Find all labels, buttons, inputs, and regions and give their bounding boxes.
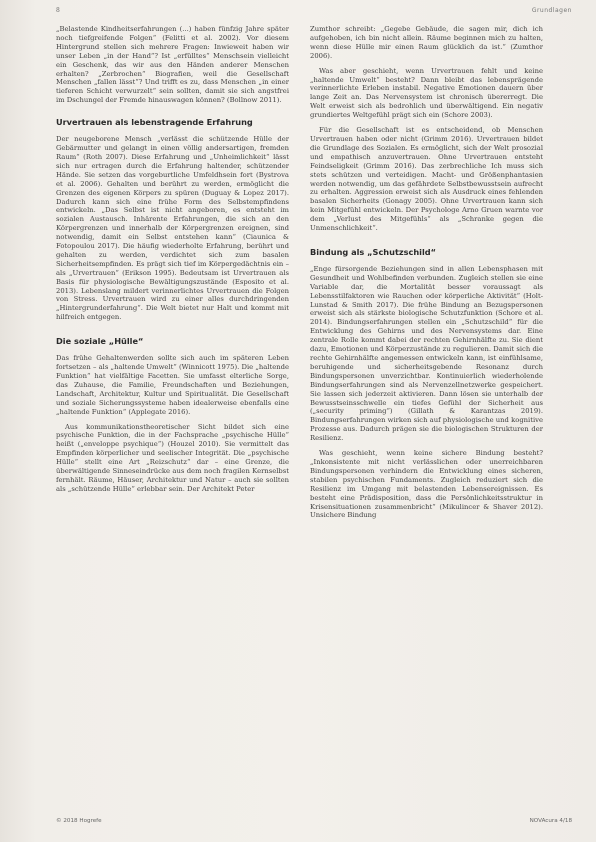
section-heading-bindung: Bindung als „Schutzschild“ [310, 246, 437, 257]
body-paragraph: Das frühe Gehaltenwerden sollte sich auch im späteren Leben fortsetzen – als „haltende Umwelt“ (Winnicott 1975). Die „haltende Funktion“ hat vielfältige Facetten. Sie umfasst elterliche Sorge, das Zuhause, die Familie, Freundschaften und Beziehungen, Landschaft, Architektur, Kultur und Spiritualität. Die Gesellschaft und soziale Sicherungssysteme haben idealerweise ebenfalls eine „haltende Funktion“ (Applegate 2016). [56, 354, 289, 416]
page-header [56, 7, 572, 19]
section-heading-soziale-huelle: Die soziale „Hülle“ [56, 336, 144, 347]
body-paragraph: Was geschieht, wenn keine sichere Bindung besteht? „Inkonsistente mit nicht verlässlichen oder unerreichbaren Bindungspersonen verhindern die Entwicklung eines sicheren, stabilen psychischen Fundaments. Zugleich reduziert sich die Resilienz im Umgang mit belastenden Lebensereignissen. Es besteht eine Prädisposition, dass die Persönlichkeitsstruktur in Krisensituationen zusammenbricht“ (Mikulincer & Shaver 2012). Unsichere Bindung [310, 449, 543, 520]
page-number: 8 [56, 7, 60, 14]
body-paragraph: Für die Gesellschaft ist es entscheidend, ob Menschen Urvertrauen haben oder nicht (Grimm 2016). Urvertrauen bildet die Grundlage des Sozialen. Es ermöglicht, sich der Welt prosozial und empathisch anzuvertrauen. Ohne Urvertrauen entsteht Feindseligkeit (Grimm 2016). Das zerbrechliche Ich muss sich stets schützen und verteidigen. Macht- und Größenphantasien werden notwendig, um das gefährdete Selbstbewusstsein aufrecht zu erhalten. Aggression erweist sich als Ausdruck eines fehlenden basalen Sicherheits (Gonagy 2005). Ohne Urvertrauen kann sich kein Mitgefühl entwickeln. Der Psychologe Arno Gruen warnte vor dem „Verlust des Mitgefühls“ als „Schranke gegen die Unmenschlichkeit“. [310, 126, 543, 233]
left-column [56, 25, 289, 500]
body-paragraph: Aus kommunikationstheoretischer Sicht bildet sich eine psychische Funktion, die in der Fachsprache „psychische Hülle“ heißt („enveloppe psychique“) (Houzel 2010). Sie vermittelt das Empfinden körperlicher und seelischer Integrität. Die „psychische Hülle“ stellt eine Art „Reizschutz“ dar – eine Grenze, die überwältigende Sinneseindrücke aus dem noch fragilen Kernselbst fernhält. Räume, Häuser, Architektur und Natur – auch sie sollten als „schützende Hülle“ erlebbar sein. Der Architekt Peter [56, 422, 289, 493]
right-column [310, 25, 543, 526]
section-heading-urvertrauen: Urvertrauen als lebenstragende Erfahrung [56, 117, 253, 128]
body-paragraph: Was aber geschieht, wenn Urvertrauen fehlt und keine „haltende Umwelt“ besteht? Dann bleibt das lebensprägende verinnerlichte Erleben instabil. Negative Emotionen dauern über lange Zeit an. Das Nervensystem ist chronisch übererregt. Die Welt erweist sich als bedrohlich und überwältigend. Ein negativ grundiertes Weltgefühl prägt sich ein (Schore 2003). [310, 66, 543, 120]
page-footer [56, 818, 572, 828]
copyright: © 2018 Hogrefe [56, 818, 102, 824]
journal-issue: NOVAcura 4/18 [529, 818, 572, 824]
running-head: Grundlagen [531, 7, 572, 14]
body-paragraph: Der neugeborene Mensch „verlässt die schützende Hülle der Gebärmutter und gelangt in einen völlig andersartigen, fremden Raum“ (Roth 2007). Diese Erfahrung und „Unheimlichkeit“ lässt sich nur ertragen durch die Erfahrung haltender, schützender Hände. Sie setzen das vorgeburtliche Umfeldhsein fort (Bystrova et al. 2006). Gehalten und berührt zu werden, ermöglicht die Grenzen des eigenen Körpers zu spüren (Duguay & Lopez 2017). Dadurch kann sich eine frühe Form des Selbstempfindens entwickeln. „Das Selbst ist nicht angeboren, es entsteht im sozialen Austausch. Inhärente Erfahrungen, die sich an den Körpergrenzen und innerhalb der Körpergrenzen ereignen, sind notwendig, damit ein Selbst entstehen kann“ (Ciaunica & Fotopoulou 2017). Die häufig wiederholte Erfahrung, berührt und gehalten zu werden, verdichtet sich zum basalen Sicherheitsempfinden. Es prägt sich tief im Körpergedächtnis ein – als „Urvertrauen“ (Erikson 1995). Bedeutsam ist Urvertrauen als Basis für physiologische Bewältigungszustände (Esposito et al. 2013). Lebenslang mildert verinnerlichtes Urvertrauen die Folgen von Stress. Urvertrauen wird zu einer alles durchdringenden „Hintergrunderfahrung“. Die Welt bietet nur Halt und kommt mit hilfreich entgegen. [56, 135, 289, 322]
body-paragraph: Zumthor schreibt: „Gegebe Gebäude, die sagen mir, dich ich aufgehoben, ich bin nicht allein. Räume beginnen mich zu halten, wenn diese Hülle mir einen Raum glücklich da ist.“ (Zumthor 2006). [310, 25, 543, 60]
body-paragraph: „Enge fürsorgende Beziehungen sind in allen Lebensphasen mit Gesundheit und Wohlbefinden verbunden. Zugleich stellen sie eine Variable dar, die Mortalität besser voraussagt als Lebensstilfaktoren wie Rauchen oder körperliche Aktivität“ (Holt-Lunstad & Smith 2017). Die frühe Bindung an Bezugspersonen erweist sich als stärkste biologische Schutzfunktion (Schore et al. 2014). Bindungserfahrungen stellen ein „Schutzschild“ für die Entwicklung des Gehirns und des Nervensystems dar. Eine zentrale Rolle kommt dabei der rechten Gehirnhälfte zu. Sie dient dazu, Emotionen und Körperzustände zu regulieren. Damit sich die rechte Gehirnhälfte angemessen entwickeln kann, ist einfühlsame, beruhigende und sicherheitsgebende Resonanz durch Bindungspersonen unverzichtbar. Kontinuierlich wiederholende Bindungserfahrungen sind als Nervenzellnetzwerke gespeichert. Sie lassen sich jederzeit aktivieren. Dann lösen sie unterhalb der Bewusstseinsschwelle ein tiefes Gefühl der Sicherheit aus („security priming“) (Gillath & Karantzas 2019). Bindungserfahrungen wirken sich auf physiologische und kognitive Prozesse aus. Dadurch prägen sie die biologischen Strukturen der Resilienz. [310, 264, 543, 443]
intro-paragraph: „Belastende Kindheitserfahrungen (...) haben fünfzig Jahre später noch tiefgreifende Folgen“ (Felitti et al. 2002). Vor diesem Hintergrund stellen sich mehrere Fragen: Inwieweit haben wir unser Leben „in der Hand“? Ist „erfülltes“ Menschsein vielleicht ein Geschenk, das wir aus den Händen anderer Menschen erhalten? „Zerbrochen“ Biografien, weil die Gesellschaft Menschen „fallen lässt“? Und trifft es zu, dass Menschen „in einer tieferen Schicht verwurzelt“ sein sollten, damit sie sich angstfrei im Dschungel der Fremde hinauswagen können? (Bollnow 2011). [56, 25, 289, 105]
